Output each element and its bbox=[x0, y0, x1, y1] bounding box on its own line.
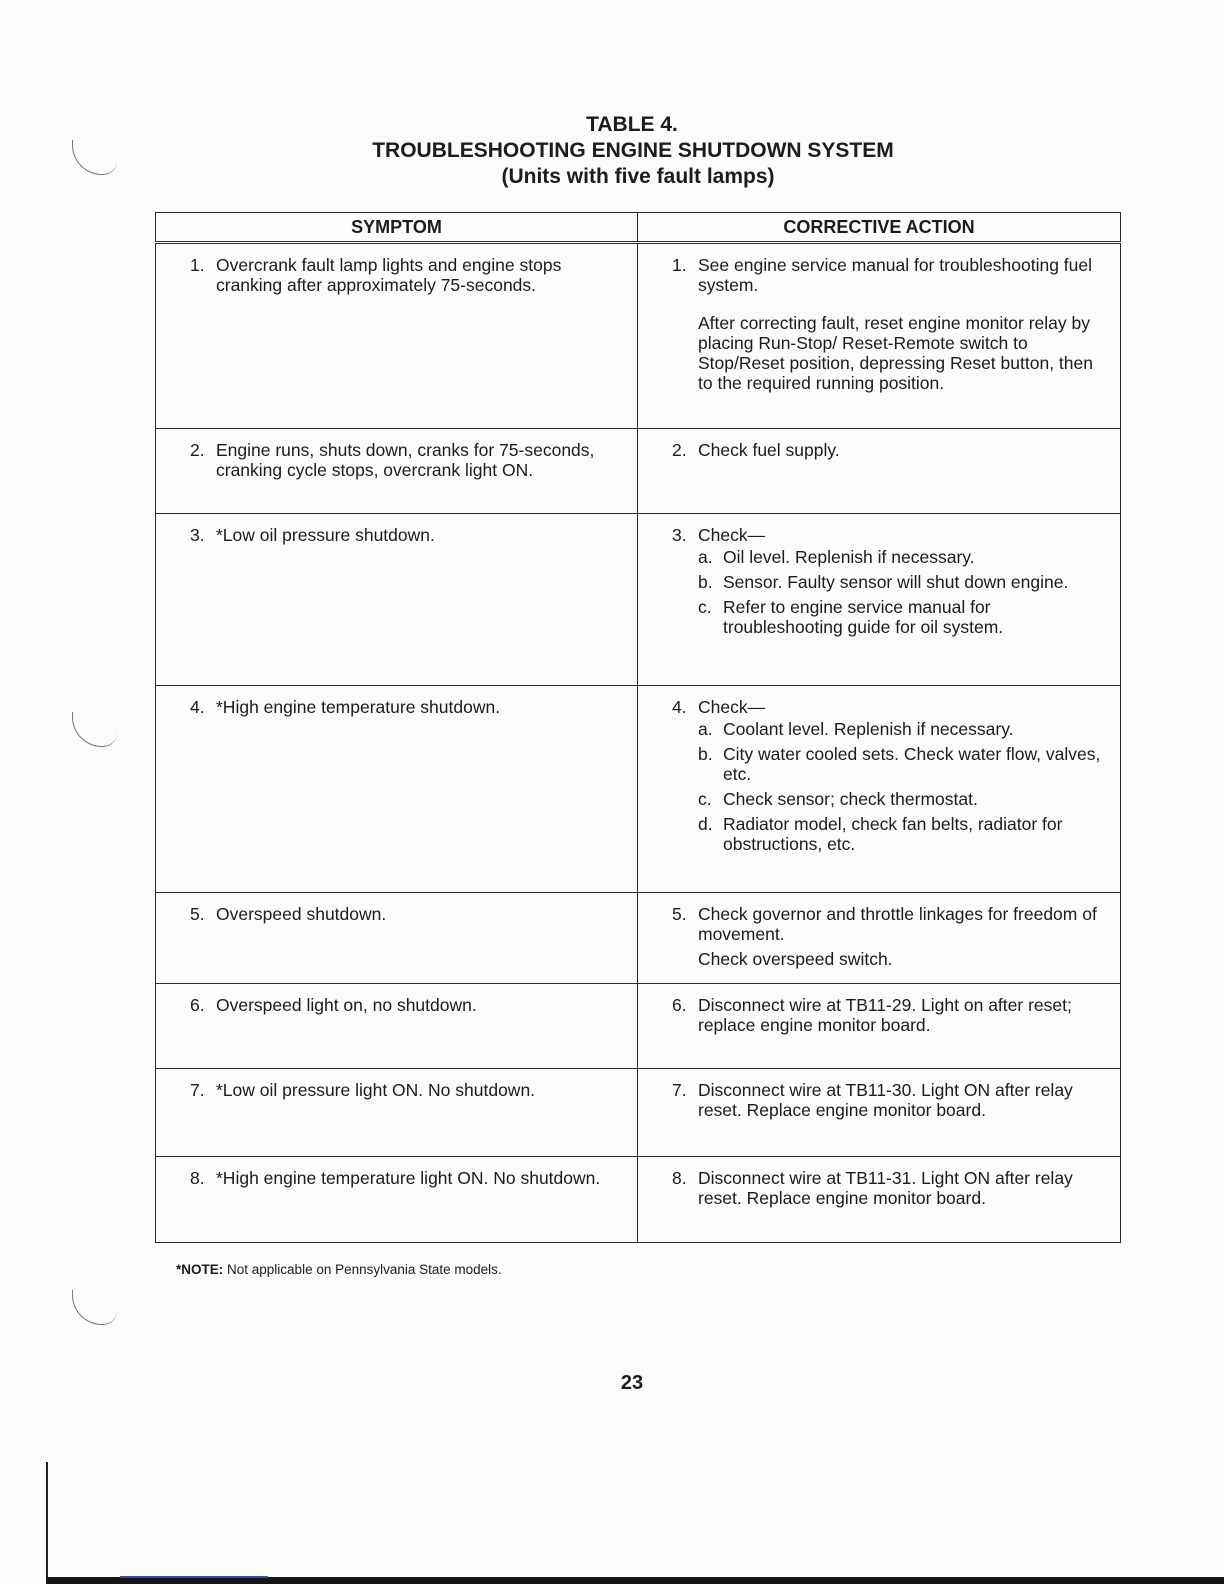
subitem-text: Radiator model, check fan belts, radiator for obstructions, etc. bbox=[723, 814, 1063, 854]
table-subtitle: (Units with five fault lamps) bbox=[501, 165, 775, 188]
action-text: Check overspeed switch. bbox=[698, 949, 893, 969]
action-text: Disconnect wire at TB11-29. Light on after reset; replace engine monitor board. bbox=[698, 995, 1072, 1035]
action-number: 8. bbox=[672, 1168, 687, 1188]
action-number: 4. bbox=[672, 697, 687, 717]
subitem-letter: a. bbox=[698, 719, 713, 739]
action-cell bbox=[638, 514, 1121, 686]
symptom-cell bbox=[156, 984, 638, 1069]
symptom-text: *Low oil pressure shutdown. bbox=[216, 525, 435, 545]
symptom-number: 5. bbox=[190, 904, 205, 924]
action-number: 3. bbox=[672, 525, 687, 545]
footnote-label: *NOTE: bbox=[176, 1262, 224, 1277]
action-number: 6. bbox=[672, 995, 687, 1015]
action-subitem bbox=[698, 789, 1112, 809]
subitem-letter: d. bbox=[698, 814, 713, 834]
symptom-cell bbox=[156, 514, 638, 686]
action-number: 1. bbox=[672, 255, 687, 275]
action-cell bbox=[638, 984, 1121, 1069]
table-row bbox=[156, 243, 1121, 429]
symptom-number: 1. bbox=[190, 255, 205, 275]
table-number: TABLE 4. bbox=[586, 113, 678, 136]
action-subitem bbox=[698, 597, 1112, 637]
subitem-text: Refer to engine service manual for troubleshooting guide for oil system. bbox=[723, 597, 1004, 637]
symptom-text: Overcrank fault lamp lights and engine stops cranking after approximately 75-seconds. bbox=[216, 255, 562, 295]
action-text: Check— bbox=[698, 697, 766, 717]
table-row bbox=[156, 1157, 1121, 1243]
symptom-cell bbox=[156, 243, 638, 429]
subitem-letter: c. bbox=[698, 597, 712, 617]
symptom-text: *High engine temperature shutdown. bbox=[216, 697, 501, 717]
action-number: 7. bbox=[672, 1080, 687, 1100]
action-subitem bbox=[698, 572, 1112, 592]
scan-bottom-bar bbox=[47, 1577, 1224, 1584]
symptom-number: 2. bbox=[190, 440, 205, 460]
subitem-letter: b. bbox=[698, 744, 713, 764]
action-subitem bbox=[698, 547, 1112, 567]
symptom-header: SYMPTOM bbox=[156, 213, 638, 243]
subitem-text: Coolant level. Replenish if necessary. bbox=[723, 719, 1014, 739]
subitem-text: City water cooled sets. Check water flow, valves, etc. bbox=[723, 744, 1101, 784]
action-text: Disconnect wire at TB11-30. Light ON after relay reset. Replace engine monitor board. bbox=[698, 1080, 1073, 1120]
symptom-text: *Low oil pressure light ON. No shutdown. bbox=[216, 1080, 536, 1100]
symptom-text: Overspeed light on, no shutdown. bbox=[216, 995, 477, 1015]
action-cell bbox=[638, 1157, 1121, 1243]
subitem-letter: c. bbox=[698, 789, 712, 809]
action-number: 5. bbox=[672, 904, 687, 924]
header-row bbox=[156, 213, 1121, 243]
subitem-text: Sensor. Faulty sensor will shut down engine. bbox=[723, 572, 1069, 592]
action-cell bbox=[638, 429, 1121, 514]
action-subitem bbox=[698, 814, 1112, 854]
scan-edge-line bbox=[46, 1462, 48, 1584]
symptom-text: Overspeed shutdown. bbox=[216, 904, 387, 924]
symptom-number: 7. bbox=[190, 1080, 205, 1100]
symptom-cell bbox=[156, 429, 638, 514]
table-row bbox=[156, 514, 1121, 686]
symptom-number: 6. bbox=[190, 995, 205, 1015]
binder-hole-bottom bbox=[72, 1290, 117, 1325]
table-row bbox=[156, 1069, 1121, 1157]
action-subitem bbox=[698, 719, 1112, 739]
subitem-letter: b. bbox=[698, 572, 713, 592]
scan-bottom-accent bbox=[120, 1576, 268, 1578]
action-cell bbox=[638, 243, 1121, 429]
binder-hole-middle bbox=[72, 712, 117, 747]
action-text: After correcting fault, reset engine monitor relay by placing Run-Stop/ Reset-Remote switch to Stop/Reset position, depressing Reset button, then to the required running position. bbox=[698, 313, 1093, 393]
table-row bbox=[156, 429, 1121, 514]
table-title-block bbox=[0, 112, 1224, 190]
table-row bbox=[156, 984, 1121, 1069]
action-cell bbox=[638, 686, 1121, 893]
page-number: 23 bbox=[620, 1372, 644, 1394]
action-number: 2. bbox=[672, 440, 687, 460]
action-cell bbox=[638, 1069, 1121, 1157]
troubleshooting-table bbox=[155, 212, 1121, 1243]
action-text: See engine service manual for troubleshooting fuel system. bbox=[698, 255, 1092, 295]
table-row bbox=[156, 686, 1121, 893]
subitem-letter: a. bbox=[698, 547, 713, 567]
footnote bbox=[176, 1262, 502, 1277]
symptom-text: Engine runs, shuts down, cranks for 75-seconds, cranking cycle stops, overcrank light ON. bbox=[216, 440, 595, 480]
symptom-cell bbox=[156, 1069, 638, 1157]
symptom-cell bbox=[156, 893, 638, 984]
symptom-text: *High engine temperature light ON. No shutdown. bbox=[216, 1168, 601, 1188]
subitem-text: Check sensor; check thermostat. bbox=[723, 789, 978, 809]
table-title: TROUBLESHOOTING ENGINE SHUTDOWN SYSTEM bbox=[372, 139, 894, 162]
action-text: Check fuel supply. bbox=[698, 440, 840, 460]
action-text: Disconnect wire at TB11-31. Light ON after relay reset. Replace engine monitor board. bbox=[698, 1168, 1073, 1208]
symptom-number: 4. bbox=[190, 697, 205, 717]
subitem-text: Oil level. Replenish if necessary. bbox=[723, 547, 975, 567]
symptom-cell bbox=[156, 686, 638, 893]
action-cell bbox=[638, 893, 1121, 984]
action-text: Check— bbox=[698, 525, 766, 545]
symptom-number: 8. bbox=[190, 1168, 205, 1188]
symptom-cell bbox=[156, 1157, 638, 1243]
action-subitem bbox=[698, 744, 1112, 784]
action-text: Check governor and throttle linkages for freedom of movement. bbox=[698, 904, 1097, 944]
corrective-action-header: CORRECTIVE ACTION bbox=[638, 213, 1121, 243]
table-row bbox=[156, 893, 1121, 984]
footnote-text: Not applicable on Pennsylvania State models. bbox=[227, 1262, 502, 1277]
symptom-number: 3. bbox=[190, 525, 205, 545]
